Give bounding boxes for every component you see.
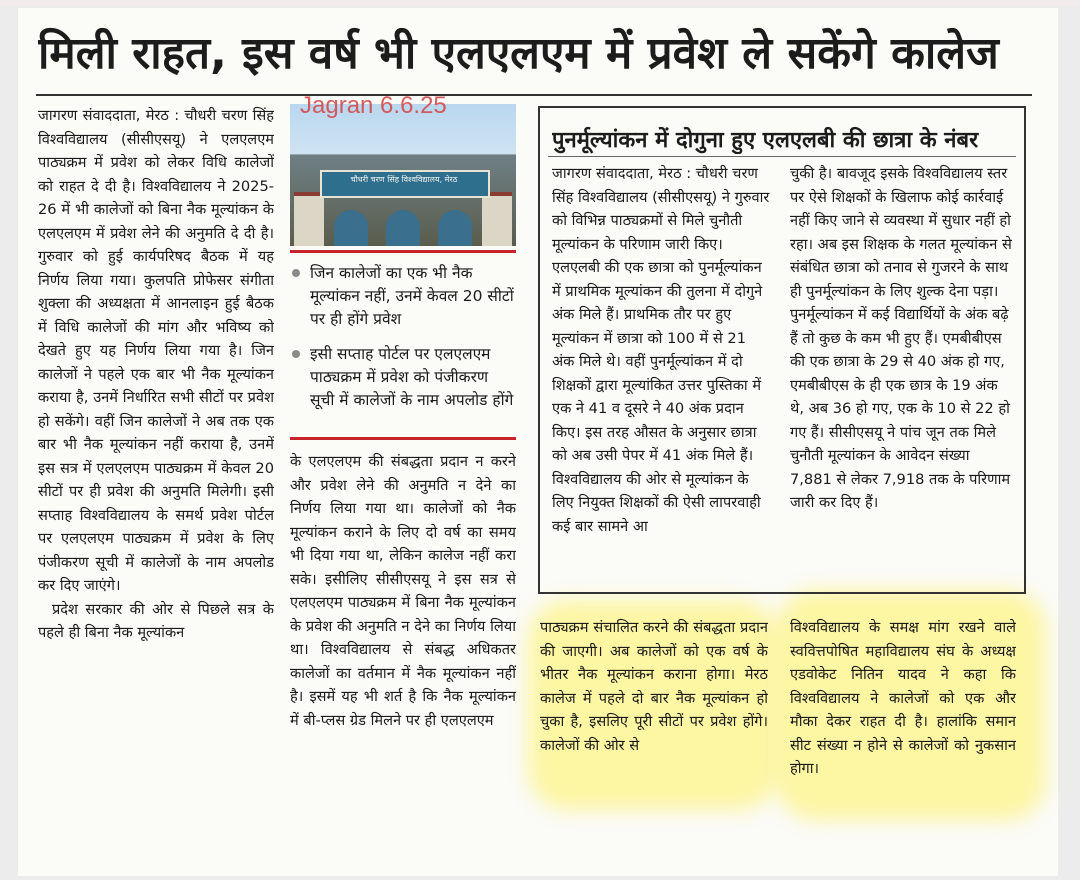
headline: मिली राहत, इस वर्ष भी एलएलएम में प्रवेश ले सकेंगे कालेज bbox=[38, 28, 999, 79]
article-paragraph: जागरण संवाददाता, मेरठ : चौधरी चरण सिंह विश्वविद्यालय (सीसीएसयू) ने एलएलएम पाठ्यक्रम में प्रवेश को लेकर विधि कालेजों को राहत दे दी है। विश्वविद्यालय ने 2025-26 में भी कालेजों को बिना नैक मूल्यांकन के एलएलएम में प्रवेश लेने की अनुमति दे दी है। गुरुवार को हुई कार्यपरिषद बैठक में यह निर्णय लिया गया। कुलपति प्रोफेसर संगीता शुक्ला की अध्यक्षता में आनलाइन हुई बैठक में विधि कालेजों की मांग और भविष्य को देखते हुए यह निर्णय लिया गया है। जिन कालेजों ने पहले एक बार भी नैक मूल्यांकन कराया है, उनमें निर्धारित सभी सीटों पर प्रवेश हो सकेंगे। वहीं जिन कालेजों ने अब तक एक बार भी नैक मूल्यांकन नहीं कराया है, उनमें इस सत्र में एलएलएम पाठ्यक्रम में केवल 20 सीटों पर ही प्रवेश की अनुमति मिलेगी। इसी सप्ताह विश्वविद्यालय के समर्थ प्रवेश पोर्टल पर एलएलएम पाठ्यक्रम में प्रवेश के लिए पंजीकरण सूची में कालेजों के नाम अपलोड कर दिए जाएंगे। bbox=[38, 107, 274, 594]
bullet-dot-icon bbox=[292, 350, 300, 358]
sidebar-column-1 bbox=[552, 162, 772, 592]
gate-arch bbox=[334, 210, 368, 246]
article-paragraph: पाठ्यक्रम संचालित करने की संबद्धता प्रदान की जाएगी। अब कालेजों को एक वर्ष के भीतर नैक मूल्यांकन कराना होगा। मेरठ कालेज में पहले दो बार नैक मूल्यांकन हो चुका है, इसलिए पूरी सीटों पर प्रवेश होंगे। कालेजों की ओर से bbox=[540, 619, 768, 754]
gate-pillar bbox=[294, 192, 324, 246]
red-divider bbox=[290, 250, 516, 253]
sidebar-title-divider bbox=[548, 156, 1016, 157]
article-column-3 bbox=[540, 616, 768, 792]
bullet-text: इसी सप्ताह पोर्टल पर एलएलएम पाठ्यक्रम में प्रवेश को पंजीकरण सूची में कालेजों के नाम अपलोड होंगे bbox=[310, 345, 514, 409]
headline-divider bbox=[36, 94, 1032, 96]
highlight-bullet bbox=[290, 262, 516, 331]
university-gate-photo bbox=[290, 104, 516, 246]
article-column-1 bbox=[38, 104, 274, 788]
sidebar-paragraph: चुकी है। बावजूद इसके विश्वविद्यालय स्तर पर ऐसे शिक्षकों के खिलाफ कोई कार्रवाई नहीं किए जाने से व्यवस्था में सुधार नहीं हो रहा। अब इस शिक्षक के गलत मूल्यांकन से संबंधित छात्रा को तनाव से गुजरने के साथ ही पुनर्मूल्यांकन के लिए शुल्क देना पड़ा। पुनर्मूल्यांकन में कई विद्यार्थियों के अंक बढ़े हैं तो कुछ के कम भी हुए हैं। एमबीबीएस की एक छात्रा के 29 से 40 अंक हो गए, एमबीबीएस के ही एक छात्र के 19 अंक थे, अब 36 हो गए, एक के 10 से 22 हो गए हैं। सीसीएसयू ने पांच जून तक मिले चुनौती मूल्यांकन के आवेदन संख्या 7,881 से लेकर 7,918 तक के परिणाम जारी कर दिए हैं। bbox=[790, 165, 1012, 511]
sidebar-column-2 bbox=[790, 162, 1012, 592]
bullet-text: जिन कालेजों का एक भी नैक मूल्यांकन नहीं, उनमें केवल 20 सीटों पर ही होंगे प्रवेश bbox=[310, 264, 514, 328]
article-column-2 bbox=[290, 450, 516, 790]
gate-arch bbox=[438, 210, 472, 246]
sidebar-story-title: पुनर्मूल्यांकन में दोगुना हुए एलएलबी की छात्रा के नंबर bbox=[552, 128, 979, 153]
article-paragraph: प्रदेश सरकार की ओर से पिछले सत्र के पहले ही बिना नैक मूल्यांकन bbox=[38, 600, 274, 641]
highlight-bullet bbox=[290, 343, 516, 412]
highlights-list bbox=[290, 262, 516, 424]
gate-pillar bbox=[482, 192, 512, 246]
top-edge bbox=[0, 0, 1080, 6]
bullet-dot-icon bbox=[292, 269, 300, 277]
gate-sign-text: चौधरी चरण सिंह विश्वविद्यालय, मेरठ bbox=[350, 175, 458, 184]
gate-arch bbox=[386, 210, 420, 246]
article-paragraph: विश्वविद्यालय के समक्ष मांग रखने वाले स्ववित्तपोषित महाविद्यालय संघ के अध्यक्ष एडवोकेट नितिन यादव ने कहा कि विश्वविद्यालय ने कालेजों को एक और मौका देकर राहत दी है। हालांकि समान सीट संख्या न होने से कालेजों को नुकसान होगा। bbox=[790, 619, 1016, 777]
red-divider bbox=[290, 437, 516, 440]
article-column-4 bbox=[790, 616, 1016, 792]
date-watermark: Jagran 6.6.25 bbox=[300, 92, 447, 119]
article-paragraph: के एलएलएम की संबद्धता प्रदान न करने और प्रवेश लेने की अनुमति न देने का निर्णय लिया गया था। कालेजों को नैक मूल्यांकन कराने के लिए दो वर्ष का समय भी दिया गया था, लेकिन कालेज नहीं करा सके। इसीलिए सीसीएसयू ने इस सत्र से एलएलएम पाठ्यक्रम में बिना नैक मूल्यांकन के प्रवेश की अनुमति न देने का निर्णय लिया था। विश्वविद्यालय से संबद्ध अधिकतर कालेजों का वर्तमान में नैक मूल्यांकन नहीं है। इसमें यह भी शर्त है कि नैक मूल्यांकन में बी-प्लस ग्रेड मिलने पर ही एलएलएम bbox=[290, 453, 516, 729]
sidebar-paragraph: जागरण संवाददाता, मेरठ : चौधरी चरण सिंह विश्वविद्यालय (सीसीएसयू) ने गुरुवार को विभिन्न पाठ्यक्रमों से मिले चुनौती मूल्यांकन के परिणाम जारी किए। एलएलबी की एक छात्रा को पुनर्मूल्यांकन में प्राथमिक मूल्यांकन की तुलना में दोगुने अंक मिले हैं। प्राथमिक तौर पर हुए मूल्यांकन में छात्रा को 100 में से 21 अंक मिले थे। वहीं पुनर्मूल्यांकन में दो शिक्षकों द्वारा मूल्यांकित उत्तर पुस्तिका में एक ने 41 व दूसरे ने 40 अंक प्रदान किए। इस तरह औसत के अनुसार छात्रा को अब उसी पेपर में 41 अंक मिले हैं। विश्वविद्यालय की ओर से मूल्यांकन के लिए नियुक्त शिक्षकों की ऐसी लापरवाही कई बार सामने आ bbox=[552, 165, 770, 535]
